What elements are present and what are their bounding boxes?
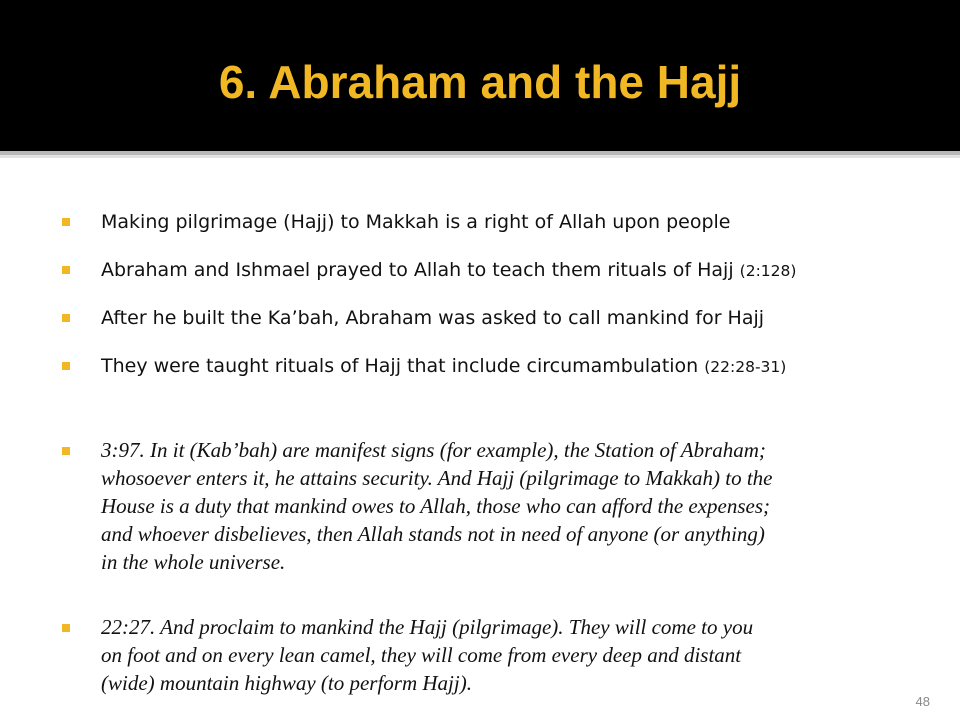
quote-line: whosoever enters it, he attains security. And Hajj (pilgrimage to Makkah) to the	[101, 466, 773, 490]
page-number: 48	[915, 694, 930, 709]
bullet-square-icon	[62, 624, 70, 632]
bullet-text: After he built the Ka’bah, Abraham was asked to call mankind for Hajj	[101, 307, 765, 329]
bullet-reference: (2:128)	[739, 262, 797, 280]
quote-line: and whoever disbelieves, then Allah stands not in need of anyone (or anything)	[101, 522, 765, 546]
bullet-square-icon	[62, 314, 70, 322]
quote-line: on foot and on every lean camel, they will come from every deep and distant	[101, 643, 742, 667]
quote-text	[101, 436, 911, 576]
quote-line: in the whole universe.	[101, 550, 286, 574]
quote-line: House is a duty that mankind owes to Allah, those who can afford the expenses;	[101, 494, 771, 518]
slide-title: 6. Abraham and the Hajj	[218, 56, 742, 108]
bullet-reference: (22:28-31)	[704, 358, 787, 376]
quote-text	[101, 613, 911, 697]
bullet-square-icon	[62, 447, 70, 455]
quote-line: 3:97. In it (Kab’bah) are manifest signs (for example), the Station of Abraham;	[101, 438, 766, 462]
bullet-square-icon	[62, 266, 70, 274]
bullet-text: They were taught rituals of Hajj that include circumambulation	[101, 355, 705, 377]
quote-line: (wide) mountain highway (to perform Hajj).	[101, 671, 472, 695]
bullet-square-icon	[62, 362, 70, 370]
bullet-text: Making pilgrimage (Hajj) to Makkah is a right of Allah upon people	[101, 211, 731, 233]
quote-line: 22:27. And proclaim to mankind the Hajj (pilgrimage). They will come to you	[101, 615, 754, 639]
bullet-square-icon	[62, 218, 70, 226]
bullet-text: Abraham and Ishmael prayed to Allah to teach them rituals of Hajj	[101, 259, 740, 281]
